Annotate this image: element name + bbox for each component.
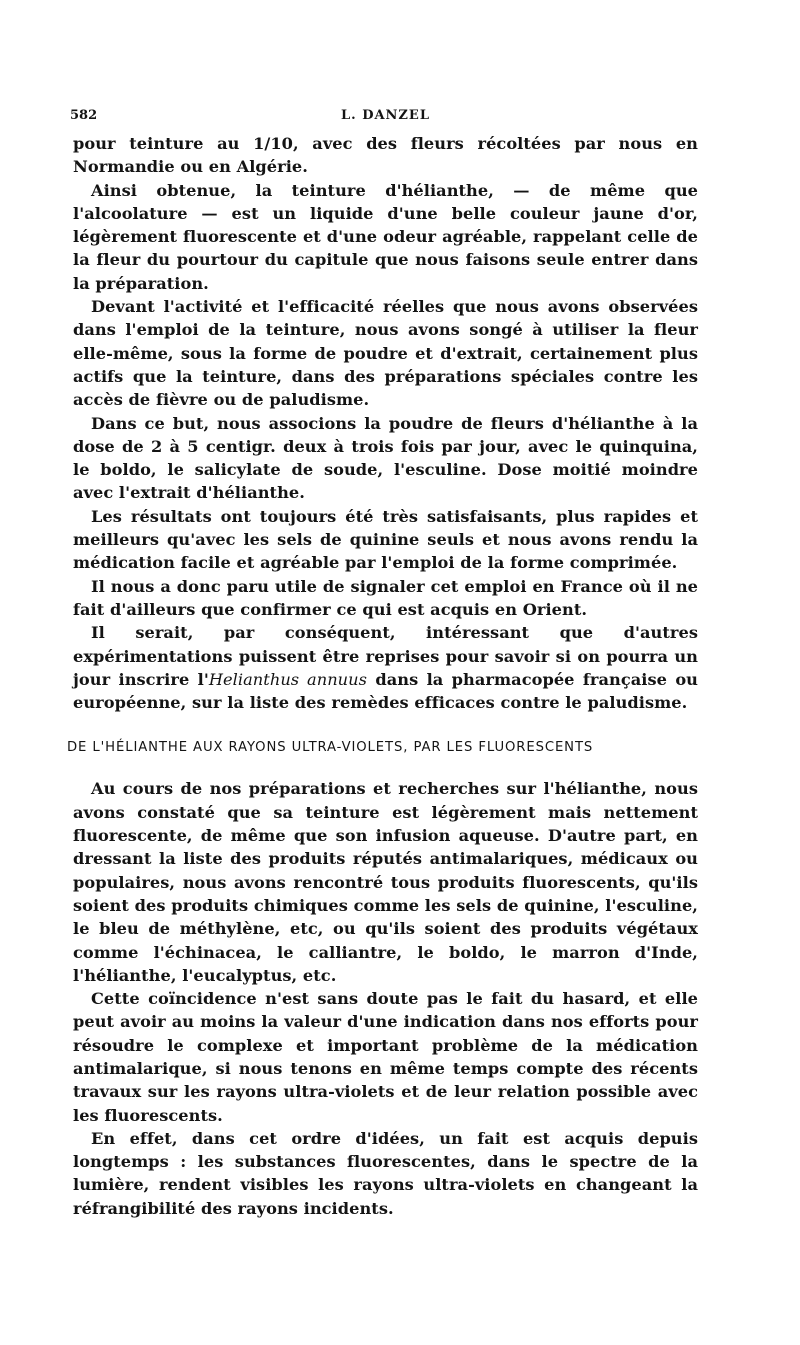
page-header <box>70 108 698 132</box>
paragraph: Il nous a donc paru utile de signaler cet emploi en France où il ne fait d'ailleurs que confirmer ce qui est acquis en Orient. <box>73 576 698 619</box>
section-title: DE L'HÉLIANTHE AUX RAYONS ULTRA-VIOLETS, PAR LES FLUORESCENTS <box>67 740 594 756</box>
paragraph: Dans ce but, nous associons la poudre de fleurs d'hélianthe à la dose de 2 à 5 centigr. deux à trois fois par jour, avec le quinquina, le boldo, le salicylate de soude, l'esculine. Dose moitié moindre avec l'extrait d'hélianthe. <box>73 413 698 503</box>
paragraph: Cette coïncidence n'est sans doute pas le fait du hasard, et elle peut avoir au moins la valeur d'une indication dans nos efforts pour résoudre le complexe et important problème de la médication antimalarique, si nous tenons en même temps compte des récents travaux sur les rayons ultra-violets et de leur relation possible avec les fluorescents. <box>73 989 698 1125</box>
paragraph-continuation: pour teinture au 1/10, avec des fleurs récoltées par nous en Normandie ou en Algérie. <box>73 134 698 177</box>
page <box>67 108 698 1220</box>
paragraph: Les résultats ont toujours été très satisfaisants, plus rapides et meilleurs qu'avec les sels de quinine seuls et nous avons rendu la médication facile et agréable par l'emploi de la forme comprimée. <box>73 506 698 573</box>
paragraph: En effet, dans cet ordre d'idées, un fait est acquis depuis longtemps : les substances fluorescentes, dans le spectre de la lumière, rendent visibles les rayons ultra-violets en changeant la réfrangibilité des rayons incidents. <box>73 1128 698 1218</box>
species-name: Helianthus annuus <box>208 669 367 689</box>
paragraph-with-species-name <box>73 621 698 714</box>
paragraph: Ainsi obtenue, la teinture d'hélianthe, — de même que l'alcoolature — est un liquide d'une belle couleur jaune d'or, légèrement fluorescente et d'une odeur agréable, rappelant celle de la fleur du pourtour du capitule que nous faisons seule entrer dans la préparation. <box>73 180 698 293</box>
paragraph-text: dans la pharmacopée française ou européenne, sur la liste des remèdes efficaces contre le paludisme. <box>73 669 698 713</box>
paragraph: Devant l'activité et l'efficacité réelles que nous avons observées dans l'emploi de la teinture, nous avons songé à utiliser la fleur elle-même, sous la forme de poudre et d'extrait, certainement plus actifs que la teinture, dans des préparations spéciales contre les accès de fièvre ou de paludisme. <box>73 297 698 410</box>
page-number: 582 <box>70 108 98 123</box>
paragraph: Au cours de nos préparations et recherches sur l'hélianthe, nous avons constaté que sa teinture est légèrement mais nettement fluorescente, de même que son infusion aqueuse. D'autre part, en dressant la liste des produits réputés antimalariques, médicaux ou populaires, nous avons rencontré tous produits fluorescents, qu'ils soient des produits chimiques comme les sels de quinine, l'esculine, le bleu de méthylène, etc, ou qu'ils soient des produits végétaux comme l'échinacea, le calliantre, le boldo, le marron d'Inde, l'hélianthe, l'eucalyptus, etc. <box>73 779 698 985</box>
running-head: L. DANZEL <box>341 108 430 123</box>
paragraph-text: Il serait, par conséquent, intéressant que d'autres expérimentations puissent être reprises pour savoir si on pourra un jour inscrire l' <box>73 623 698 689</box>
